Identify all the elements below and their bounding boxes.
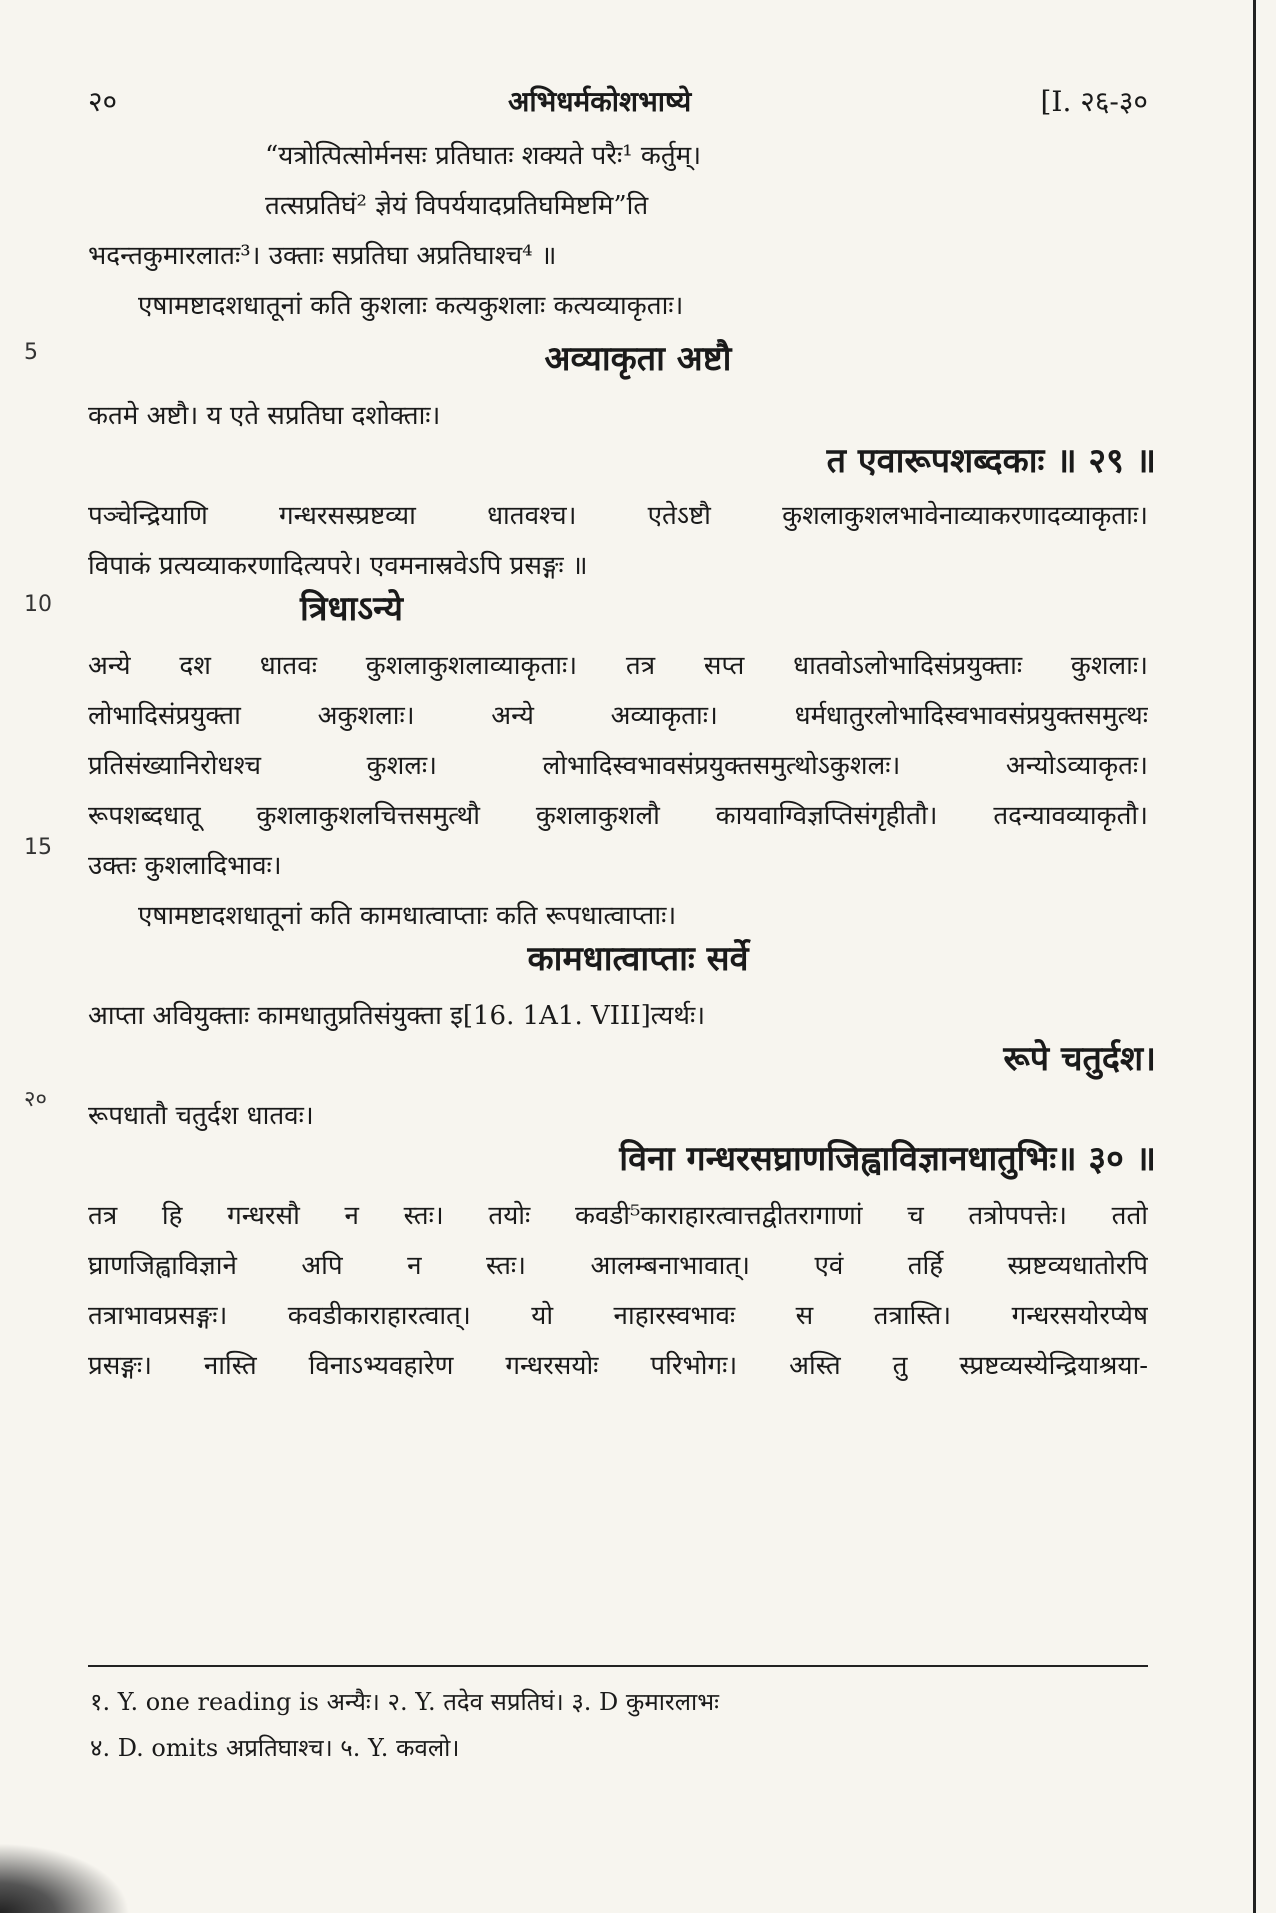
karika-heading: कामधात्वाप्ताः सर्वे — [527, 939, 749, 979]
text-line: विपाकं प्रत्यव्याकरणादित्यपरे। एवमनास्रवेऽपि प्रसङ्गः ॥ — [88, 551, 588, 581]
text-line: पञ्चेन्द्रियाणि गन्धरसस्प्रष्टव्या धातवश्च। एतेऽष्टौ कुशलाकुशलभावेनाव्याकरणादव्याकृताः। — [88, 501, 1148, 531]
page-edge-shadow — [1253, 0, 1256, 1913]
text-line: आप्ता अवियुक्ताः कामधातुप्रतिसंयुक्ता इ[16. 1A1. VIII]त्यर्थः। — [88, 1001, 706, 1031]
margin-line-number: 5 — [24, 340, 38, 365]
footnote-rule — [88, 1665, 1148, 1667]
text-line: प्रतिसंख्यानिरोधश्च कुशलः। लोभादिस्वभावसंप्रयुक्तसमुत्थोऽकुशलः। अन्योऽव्याकृतः। — [88, 751, 1148, 781]
text-line: रूपशब्दधातू कुशलाकुशलचित्तसमुत्थौ कुशलाकुशलौ कायवाग्विज्ञप्तिसंगृहीतौ। तदन्यावव्याकृतौ। — [88, 801, 1148, 831]
karika-heading: त्रिधाऽन्ये — [300, 589, 403, 629]
corner-smudge — [0, 1843, 130, 1913]
verse-quote-line: “यत्रोत्पित्सोर्मनसः प्रतिघातः शक्यते परैः¹ कर्तुम्। — [265, 141, 702, 171]
text-line: तत्र हि गन्धरसौ न स्तः। तयोः कवडी⁵काराहारत्वात्तद्वीतरागाणां च तत्रोपपत्तेः। ततो — [88, 1201, 1148, 1231]
text-line: उक्तः कुशलादिभावः। — [88, 851, 282, 881]
karika-verse: विना गन्धरसघ्राणजिह्वाविज्ञानधातुभिः॥ ३० ॥ — [619, 1139, 1156, 1179]
footnote-line: ४. D. omits अप्रतिघाश्च। ५. Y. कवलो। — [90, 1734, 460, 1762]
karika-verse: त एवारूपशब्दकाः ॥ २९ ॥ — [826, 441, 1156, 481]
karika-heading: अव्याकृता अष्टौ — [544, 339, 732, 379]
text-line: लोभादिसंप्रयुक्ता अकुशलाः। अन्ये अव्याकृताः। धर्मधातुरलोभादिस्वभावसंप्रयुक्तसमुत्थः — [88, 701, 1148, 731]
margin-line-number: २० — [24, 1087, 47, 1112]
verse-range: [I. २६-३० — [1040, 85, 1148, 118]
footnote-line: १. Y. one reading is अन्यैः। २. Y. तदेव सप्रतिघं। ३. D कुमारलाभः — [90, 1688, 719, 1716]
page-number: २० — [88, 85, 118, 118]
running-title: अभिधर्मकोशभाष्ये — [508, 85, 692, 118]
text-line: तत्राभावप्रसङ्गः। कवडीकाराहारत्वात्। यो नाहारस्वभावः स तत्रास्ति। गन्धरसयोरप्येष — [88, 1301, 1148, 1331]
margin-line-number: 15 — [24, 835, 52, 860]
text-line: अन्ये दश धातवः कुशलाकुशलाव्याकृताः। तत्र सप्त धातवोऽलोभादिसंप्रयुक्ताः कुशलाः। — [88, 651, 1148, 681]
verse-quote-line: तत्सप्रतिघं² ज्ञेयं विपर्ययादप्रतिघमिष्टमि”ति — [265, 191, 649, 221]
text-line: प्रसङ्गः। नास्ति विनाऽभ्यवहारेण गन्धरसयोः परिभोगः। अस्ति तु स्प्रष्टव्यस्येन्द्रियाश्रया- — [88, 1351, 1148, 1381]
text-line: रूपधातौ चतुर्दश धातवः। — [88, 1101, 314, 1131]
text-line: एषामष्टादशधातूनां कति कुशलाः कत्यकुशलाः कत्यव्याकृताः। — [138, 291, 684, 321]
margin-line-number: 10 — [24, 592, 52, 617]
text-line: एषामष्टादशधातूनां कति कामधात्वाप्ताः कति रूपधात्वाप्ताः। — [138, 901, 677, 931]
text-line: घ्राणजिह्वाविज्ञाने अपि न स्तः। आलम्बनाभावात्। एवं तर्हि स्प्रष्टव्यधातोरपि — [88, 1251, 1148, 1281]
page-header — [88, 82, 1148, 132]
karika-verse: रूपे चतुर्दश। — [1003, 1039, 1156, 1079]
text-line: भदन्तकुमारलातः³। उक्ताः सप्रतिघा अप्रतिघाश्च⁴ ॥ — [88, 241, 557, 271]
text-line: कतमे अष्टौ। य एते सप्रतिघा दशोक्ताः। — [88, 401, 441, 431]
